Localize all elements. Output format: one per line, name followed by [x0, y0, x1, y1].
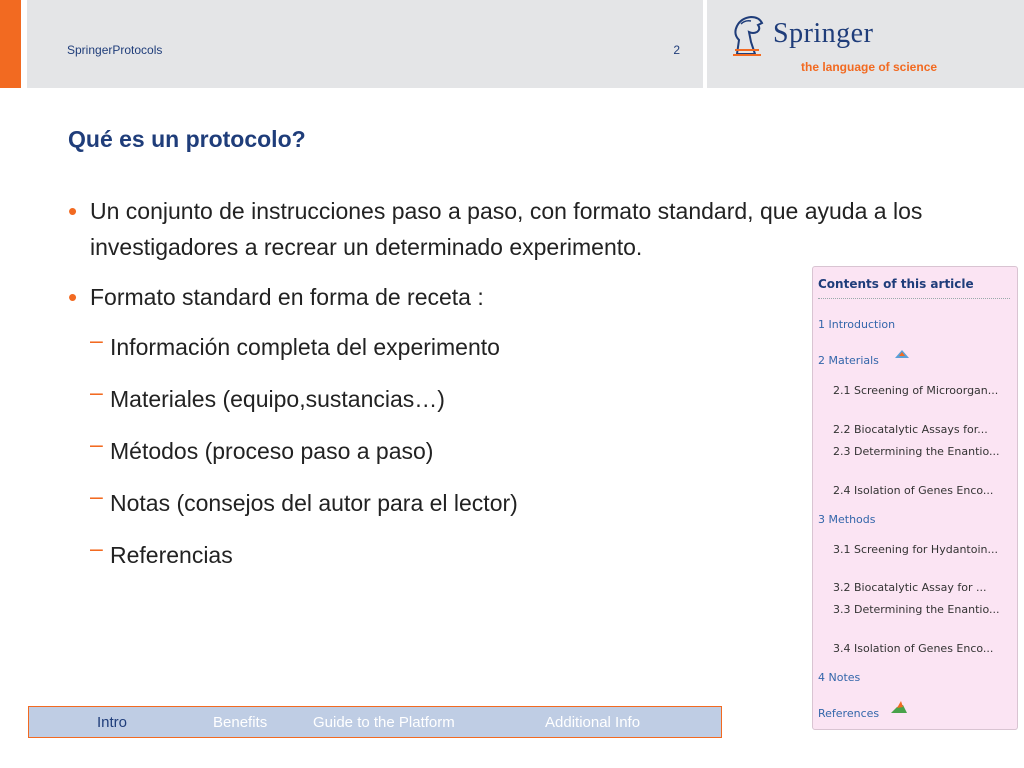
sub-bullet-text: Referencias: [110, 542, 233, 568]
toc-item-3-1[interactable]: 3.1 Screening for Hydantoin...: [833, 543, 998, 556]
books-icon: [889, 699, 909, 715]
accent-bar: [0, 0, 21, 88]
toc-item-notes[interactable]: 4 Notes: [818, 671, 861, 684]
dash-icon: –: [90, 535, 103, 561]
toc-title: Contents of this article: [818, 277, 974, 291]
logo-tagline: the language of science: [801, 60, 938, 74]
slide-header: [27, 0, 703, 88]
bottom-navigation: [28, 706, 722, 738]
logo-wordmark: Springer: [773, 18, 874, 49]
nav-tab-benefits[interactable]: Benefits: [213, 714, 268, 731]
dash-icon: –: [90, 483, 103, 509]
sub-bullet-text: Materiales (equipo,sustancias…): [110, 386, 445, 412]
nav-tab-intro[interactable]: Intro: [97, 714, 128, 731]
sub-bullet-text: Métodos (proceso paso a paso): [110, 438, 434, 464]
bullet-text: Un conjunto de instrucciones paso a paso, con formato standard, que ayuda a los investigadores a recrear un determinado experimento.: [90, 198, 923, 260]
toc-item-methods[interactable]: 3 Methods: [818, 513, 876, 526]
toc-item-3-4[interactable]: 3.4 Isolation of Genes Enco...: [833, 642, 994, 655]
flask-icon: [893, 347, 911, 361]
toc-item-2-1[interactable]: 2.1 Screening of Microorgan...: [833, 384, 999, 397]
nav-tab-guide[interactable]: Guide to the Platform: [313, 714, 455, 731]
series-name: SpringerProtocols: [67, 43, 163, 57]
toc-item-3-2[interactable]: 3.2 Biocatalytic Assay for ...: [833, 581, 987, 594]
dash-icon: –: [90, 327, 103, 353]
dash-icon: –: [90, 431, 103, 457]
page-title: Qué es un protocolo?: [68, 126, 306, 152]
page-number: 2: [673, 43, 680, 57]
toc-divider: [818, 298, 1010, 299]
springer-horse-icon: [729, 14, 767, 58]
toc-item-2-3[interactable]: 2.3 Determining the Enantio...: [833, 445, 1000, 458]
toc-item-introduction[interactable]: 1 Introduction: [818, 318, 896, 331]
springer-logo: [707, 0, 1024, 88]
bullet-item: [68, 193, 948, 265]
toc-item-references[interactable]: References: [818, 707, 880, 720]
nav-tab-additional-info[interactable]: Additional Info: [545, 714, 641, 731]
bullet-dot-icon: •: [68, 282, 78, 312]
toc-item-2-2[interactable]: 2.2 Biocatalytic Assays for...: [833, 423, 988, 436]
bullet-dot-icon: •: [68, 196, 78, 226]
bullet-text: Formato standard en forma de receta :: [90, 284, 484, 310]
dash-icon: –: [90, 379, 103, 405]
sub-bullet-text: Información completa del experimento: [110, 334, 500, 360]
sub-bullet-text: Notas (consejos del autor para el lector): [110, 490, 518, 516]
toc-item-2-4[interactable]: 2.4 Isolation of Genes Enco...: [833, 484, 994, 497]
table-of-contents: [812, 266, 1018, 730]
toc-item-materials[interactable]: 2 Materials: [818, 354, 879, 367]
toc-item-3-3[interactable]: 3.3 Determining the Enantio...: [833, 603, 1000, 616]
